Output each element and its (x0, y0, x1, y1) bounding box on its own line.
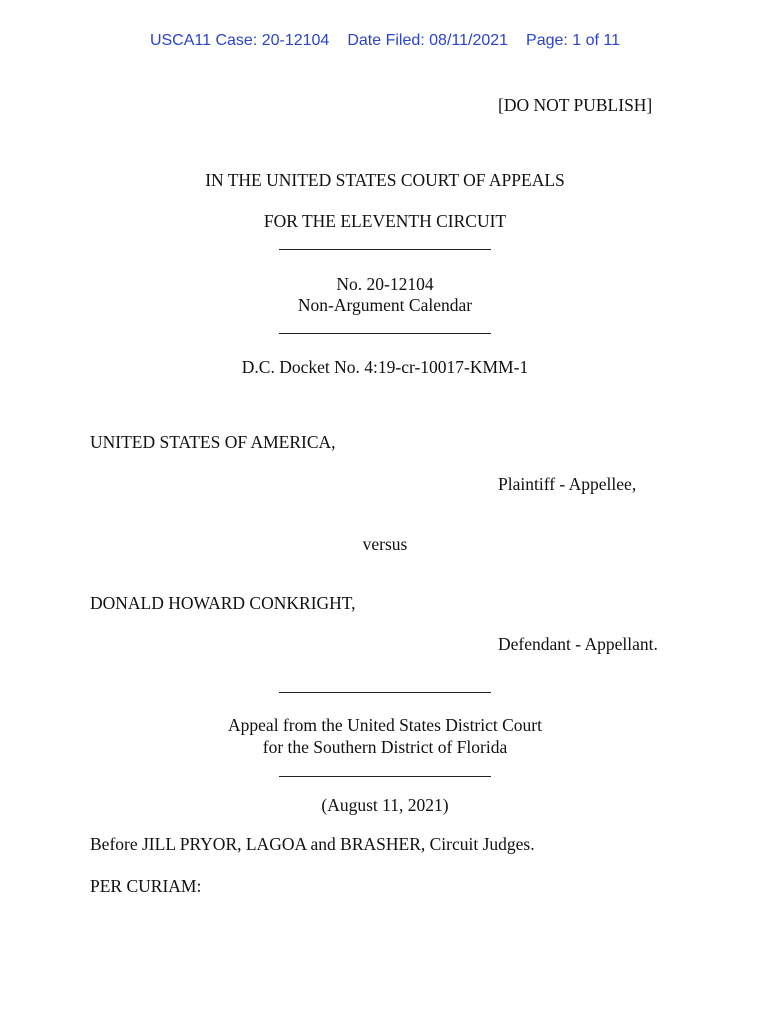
appeal-origin: Appeal from the United States District Court (228, 715, 542, 735)
versus-label: versus (362, 534, 408, 554)
plaintiff-name: UNITED STATES OF AMERICA, (90, 432, 336, 452)
court-name: IN THE UNITED STATES COURT OF APPEALS (205, 170, 565, 190)
defendant-name: DONALD HOWARD CONKRIGHT, (90, 593, 356, 613)
case-number: No. 20-12104 (336, 274, 434, 294)
defendant-role: Defendant - Appellant. (498, 634, 658, 654)
case-number-stamp: USCA11 Case: 20-12104 (149, 32, 330, 49)
circuit-name: FOR THE ELEVENTH CIRCUIT (263, 211, 507, 231)
panel-judges: Before JILL PRYOR, LAGOA and BRASHER, Circuit Judges. (90, 834, 535, 854)
date-filed-stamp: Date Filed: 08/11/2021 (347, 32, 509, 49)
per-curiam-heading: PER CURIAM: (90, 876, 202, 896)
divider-rule (279, 333, 491, 334)
docket-number: D.C. Docket No. 4:19-cr-10017-KMM-1 (241, 357, 529, 377)
publish-flag: [DO NOT PUBLISH] (498, 95, 653, 115)
divider-rule (279, 692, 491, 693)
decision-date: (August 11, 2021) (321, 795, 449, 815)
filing-header-stamp (0, 32, 770, 50)
divider-rule (279, 776, 491, 777)
divider-rule (279, 249, 491, 250)
appeal-district: for the Southern District of Florida (262, 737, 508, 757)
page-count-stamp: Page: 1 of 11 (526, 32, 621, 49)
calendar-type: Non-Argument Calendar (297, 295, 473, 315)
plaintiff-role: Plaintiff - Appellee, (498, 474, 637, 494)
